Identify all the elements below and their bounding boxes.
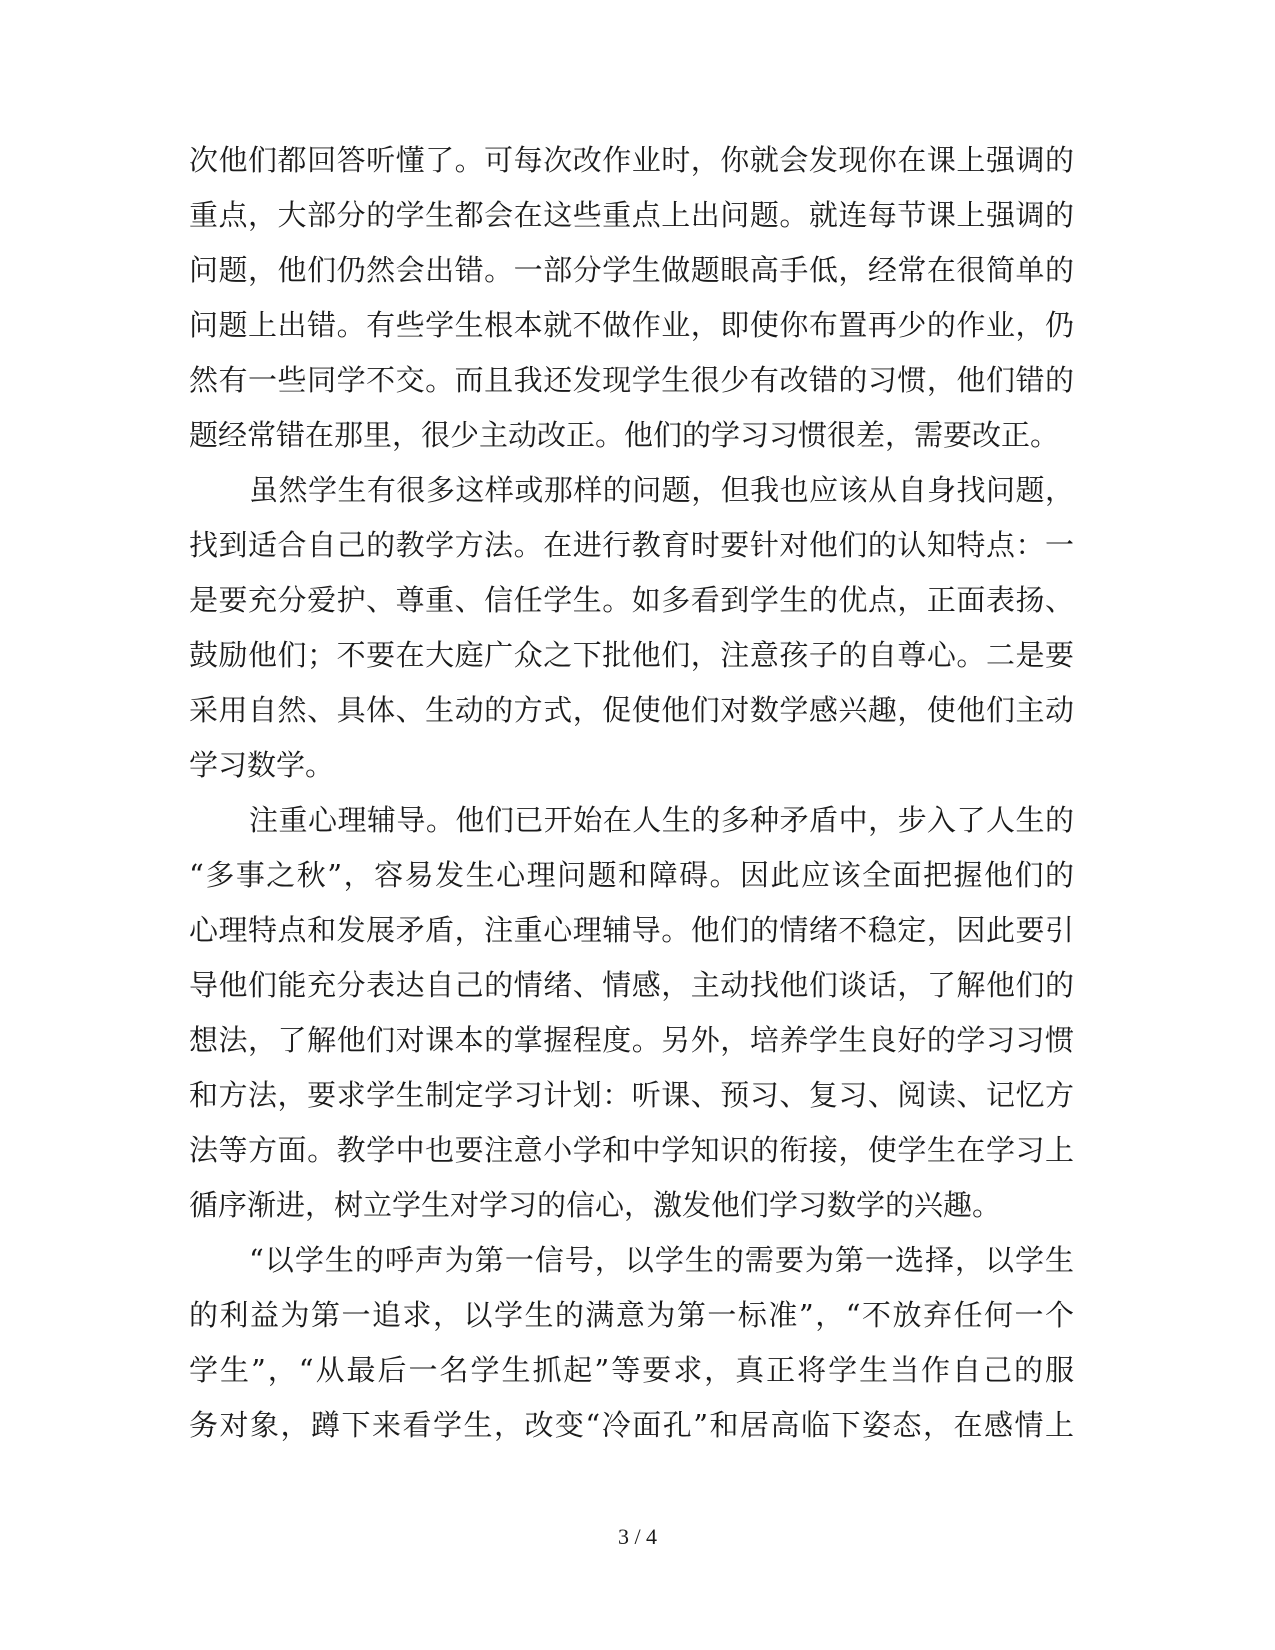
text-line: 次他们都回答听懂了。可每次改作业时，你就会发现你在课上强调的 bbox=[189, 143, 1074, 177]
text-line: 是要充分爱护、尊重、信任学生。如多看到学生的优点，正面表扬、 bbox=[189, 583, 1074, 617]
text-line: 然有一些同学不交。而且我还发现学生很少有改错的习惯，他们错的 bbox=[189, 363, 1074, 397]
paragraph-first-line: 注重心理辅导。他们已开始在人生的多种矛盾中，步入了人生的 bbox=[249, 803, 1074, 837]
text-line: 采用自然、具体、生动的方式，促使他们对数学感兴趣，使他们主动 bbox=[189, 693, 1074, 727]
paragraph-first-line: 虽然学生有很多这样或那样的问题，但我也应该从自身找问题， bbox=[249, 473, 1074, 507]
text-line: 学习数学。 bbox=[189, 748, 335, 782]
text-line: 务对象，蹲下来看学生，改变“冷面孔”和居高临下姿态，在感情上 bbox=[189, 1408, 1074, 1442]
text-line: 找到适合自己的教学方法。在进行教育时要针对他们的认知特点：一 bbox=[189, 528, 1074, 562]
text-line: 循序渐进，树立学生对学习的信心，激发他们学习数学的兴趣。 bbox=[189, 1188, 1002, 1222]
paragraph-first-line: “以学生的呼声为第一信号，以学生的需要为第一选择，以学生 bbox=[249, 1243, 1074, 1277]
page-number: 3 / 4 bbox=[617, 1524, 658, 1549]
text-line: 鼓励他们；不要在大庭广众之下批他们，注意孩子的自尊心。二是要 bbox=[189, 638, 1074, 672]
text-line: 和方法，要求学生制定学习计划：听课、预习、复习、阅读、记忆方 bbox=[189, 1078, 1074, 1112]
text-line: “多事之秋”，容易发生心理问题和障碍。因此应该全面把握他们的 bbox=[189, 858, 1074, 892]
text-line: 导他们能充分表达自己的情绪、情感，主动找他们谈话，了解他们的 bbox=[189, 968, 1074, 1002]
text-line: 问题，他们仍然会出错。一部分学生做题眼高手低，经常在很简单的 bbox=[189, 253, 1074, 287]
text-line: 法等方面。教学中也要注意小学和中学知识的衔接，使学生在学习上 bbox=[189, 1133, 1074, 1167]
text-line: 题经常错在那里，很少主动改正。他们的学习习惯很差，需要改正。 bbox=[189, 418, 1060, 452]
text-line: 的利益为第一追求，以学生的满意为第一标准”，“不放弃任何一个 bbox=[189, 1298, 1074, 1332]
text-line: 心理特点和发展矛盾，注重心理辅导。他们的情绪不稳定，因此要引 bbox=[189, 913, 1074, 947]
text-line: 学生”，“从最后一名学生抓起”等要求，真正将学生当作自己的服 bbox=[189, 1353, 1074, 1387]
text-line: 想法，了解他们对课本的掌握程度。另外，培养学生良好的学习习惯 bbox=[189, 1023, 1074, 1057]
text-line: 问题上出错。有些学生根本就不做作业，即使你布置再少的作业，仍 bbox=[189, 308, 1074, 342]
text-line: 重点，大部分的学生都会在这些重点上出问题。就连每节课上强调的 bbox=[189, 198, 1074, 232]
